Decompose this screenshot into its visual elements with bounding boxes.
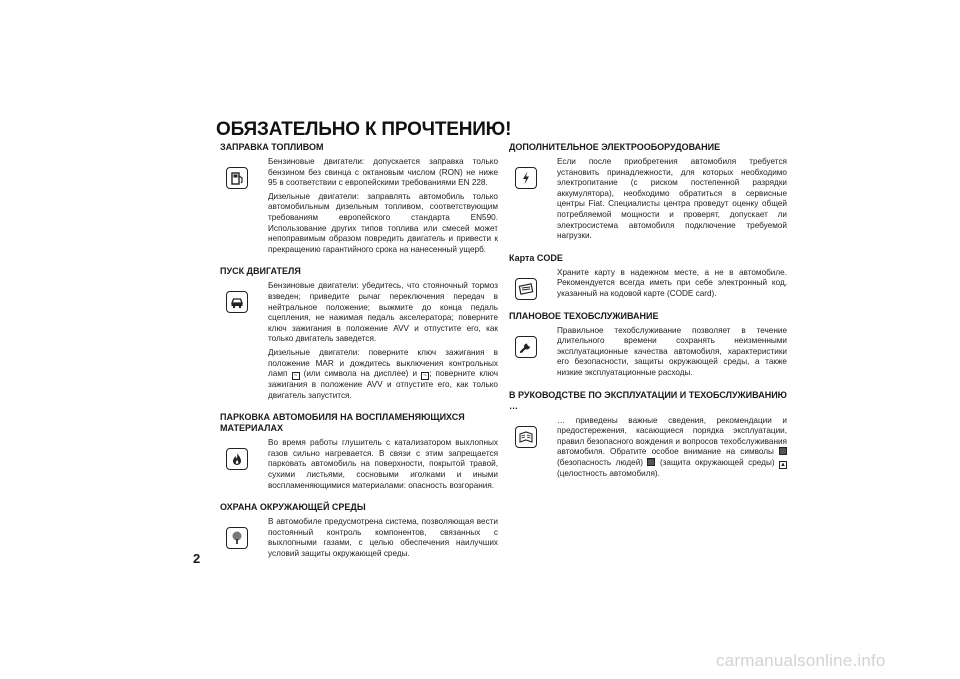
section-heading: ПЛАНОВОЕ ТЕХОБСЛУЖИВАНИЕ <box>509 310 659 321</box>
safety-symbol-icon <box>779 447 787 455</box>
fuel-pump-icon <box>226 167 248 189</box>
tree-icon <box>226 527 248 549</box>
page-number: 2 <box>193 551 201 566</box>
wrench-icon <box>515 336 537 358</box>
right-column <box>509 142 787 490</box>
glow-plug-icon: ~ <box>292 372 300 380</box>
section-heading: ЗАПРАВКА ТОПЛИВОМ <box>220 142 324 152</box>
electrical-text: Если после приобретения автомобиля требуется установить принадлежности, для которых необходимо электропитание (с риском постепенной разрядки аккумулятора), необходимо обратиться в сервисные центры Fiat. Специалисты центра проведут оценку общей потребляемой мощности и проверят, допускает ли электросистема автомобиля подключение требуемой нагрузки. <box>557 157 787 241</box>
lightning-icon <box>515 167 537 189</box>
section-fuel <box>220 142 498 258</box>
section-heading: Карта CODE <box>509 252 563 263</box>
section-manual <box>509 390 787 483</box>
page-title: ОБЯЗАТЕЛЬНО К ПРОЧТЕНИЮ! <box>216 119 512 140</box>
section-electrical <box>509 142 787 245</box>
environment-symbol-icon <box>647 458 655 466</box>
fuel-petrol-text: Бензиновые двигатели: допускается заправка только бензином без свинца с октановым числом (RON) не ниже 95 в соответствии с европейскими требованиями EN 228. <box>268 157 498 188</box>
code-card-icon <box>515 278 537 300</box>
maintenance-text: Правильное техобслуживание позволяет в течение длительного времени сохранять неизменными эксплуатационные качества автомобиля, характеристики его безопасности, защиты окружающей среды, а также низкие эксплуатационные расходы. <box>557 325 787 377</box>
fuel-diesel-text: Дизельные двигатели: заправлять автомобиль только автомобильным дизельным топливом, соответствующим требованиям европейского стандарта EN590. Использование других типов топлива или смесей может непоправимым образом повредить двигатель и привести к прекращению гарантийного срока на нанесенный ущерб. <box>268 191 498 254</box>
start-diesel-text: Дизельные двигатели: поверните ключ зажигания в положение MAR и дождитесь выключения контрольных ламп ~ (или символа на дисплее) и ~ ; поверните ключ зажигания в положение AVV и отпустите его, как только двигатель запустится. <box>268 347 498 400</box>
section-heading: ОХРАНА ОКРУЖАЮЩЕЙ СРЕДЫ <box>220 502 366 513</box>
section-start <box>220 266 498 404</box>
section-code-card <box>509 253 787 303</box>
car-icon <box>226 291 248 313</box>
glow-plug-icon: ~ <box>421 372 429 380</box>
section-heading: ПАРКОВКА АВТОМОБИЛЯ НА ВОСПЛАМЕНЯЮЩИХСЯ МАТЕРИАЛАХ <box>220 412 465 434</box>
environment-text: В автомобиле предусмотрена система, позволяющая вести постоянный контроль компонентов, связанных с выхлопными газами, с целью обеспечения наилучших условий защиты окружающей среды. <box>268 517 498 559</box>
section-environment <box>220 502 498 562</box>
manual-text: … приведены важные сведения, рекомендации и предостережения, касающиеся порядка эксплуатации, правил безопасного вождения и вопросов техобслуживания автомобиля. Обратите особое внимание на символы (безопасность людей) (защита окружающей среды) ▲ (целостность автомобиля). <box>557 415 787 478</box>
fire-icon <box>226 448 248 470</box>
parking-text: Во время работы глушитель с катализатором выхлопных газов сильно нагревается. В связи с этим запрещается парковать автомобиль на поверхности, покрытой травой, сухими листьями, сосновыми иголками и иными воспламеняющимися материалами: опасность возгорания. <box>268 438 498 490</box>
section-parking <box>220 412 498 494</box>
section-heading: В РУКОВОДСТВЕ ПО ЭКСПЛУАТАЦИИ И ТЕХОБСЛУЖИВАНИЮ … <box>509 389 787 411</box>
left-column <box>220 142 498 571</box>
section-maintenance <box>509 311 787 382</box>
vehicle-symbol-icon: ▲ <box>780 461 786 468</box>
section-heading: ДОПОЛНИТЕЛЬНОЕ ЭЛЕКТРООБОРУДОВАНИЕ <box>509 142 721 152</box>
code-card-text: Храните карту в надежном месте, а не в автомобиле. Рекомендуется всегда иметь при себе электронный код, указанный на кодовой карте (CODE card). <box>557 267 787 298</box>
watermark: carmanualsonline.info <box>716 651 886 670</box>
start-petrol-text: Бензиновые двигатели: убедитесь, что стояночный тормоз взведен; приведите рычаг переключения передач в нейтральное положение; выжмите до конца педаль сцепления, не нажимая педаль акселератора; поверните ключ зажигания в положение AVV и отпустите его, как только двигатель заведется. <box>268 281 498 344</box>
book-icon <box>515 426 537 448</box>
section-heading: ПУСК ДВИГАТЕЛЯ <box>220 266 301 277</box>
